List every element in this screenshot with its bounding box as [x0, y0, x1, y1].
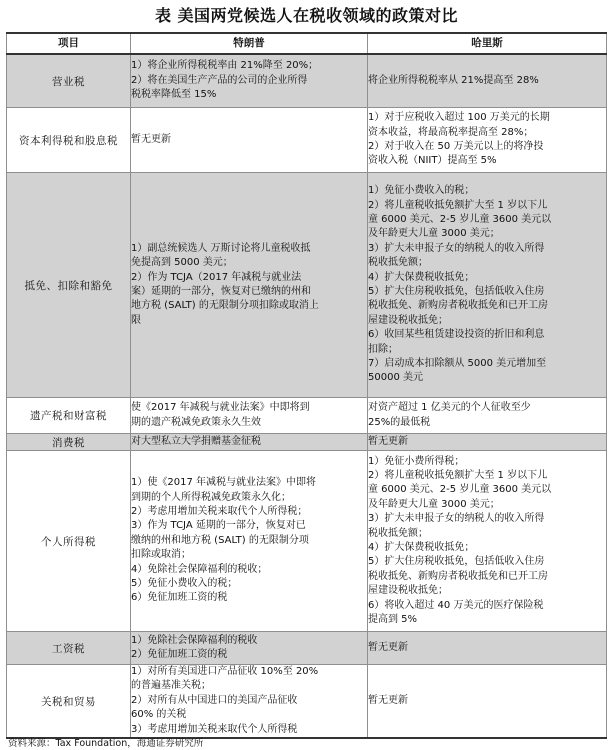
row-category: 遗产税和财富税 — [7, 398, 131, 434]
policy-line: 期的遗产税减免政策永久生效 — [131, 416, 261, 428]
source-note: 资料来源：Tax Foundation，海通证券研究所 — [8, 738, 204, 749]
row-category: 工资税 — [7, 632, 131, 665]
row-category: 资本利得税和股息税 — [7, 108, 131, 173]
table-row — [7, 398, 607, 434]
table-row — [7, 434, 607, 451]
policy-line: 1）免征小费收入的税； — [368, 185, 475, 197]
header-harris: 哈里斯 — [368, 33, 607, 54]
policy-comparison-table — [6, 32, 607, 739]
policy-line: 童 6000 美元、2-5 岁儿童 3600 美元以 — [368, 484, 552, 496]
policy-line: 1）对于应税收入超过 100 万美元的长期 — [368, 112, 550, 124]
harris-policy-cell — [368, 451, 607, 632]
policy-line: 限 — [131, 314, 141, 326]
policy-line: 60% 的关税 — [131, 709, 187, 721]
policy-line: 1）副总统候选人 万斯讨论将儿童税收抵 — [131, 242, 311, 254]
policy-line: 暂无更新 — [368, 641, 408, 653]
policy-line: 使《2017 年减税与就业法案》中即将到 — [131, 402, 310, 414]
policy-line: 税收抵免、新购房者税收抵免和已开工房 — [368, 570, 548, 582]
policy-line: 5）免征小费收入的税； — [131, 578, 238, 590]
policy-line: 5）扩大住房税收抵免，包括低收入住房 — [368, 286, 545, 297]
policy-line: 25%的最低税 — [368, 416, 431, 428]
policy-line: 扣除； — [368, 343, 398, 355]
harris-policy-cell — [368, 665, 607, 739]
trump-policy-cell — [131, 173, 368, 398]
policy-line: 到期的个人所得税减免政策永久化； — [131, 491, 291, 503]
policy-line: 及年龄更大儿童 3000 美元； — [368, 228, 500, 240]
table-row — [7, 632, 607, 665]
policy-line: 资本收益，将最高税率提高至 28%； — [368, 126, 534, 138]
policy-line: 2）免征加班工资的税 — [131, 649, 228, 660]
policy-line: 资收入税（NIIT）提高至 5% — [368, 155, 497, 167]
table-title: 表 美国两党候选人在税收领域的政策对比 — [154, 6, 459, 25]
policy-line: 暂无更新 — [368, 694, 408, 706]
policy-line: 2）对于收入在 50 万美元以上的将净投 — [368, 141, 544, 152]
policy-line: 2）将儿童税收抵免额扩大至 1 岁以下儿 — [368, 199, 548, 211]
harris-policy-cell — [368, 54, 607, 108]
policy-line: 7）启动成本扣除额从 5000 美元增加至 — [368, 358, 547, 370]
row-category: 关税和贸易 — [7, 665, 131, 739]
header-item: 项目 — [7, 33, 131, 54]
policy-line: 税收抵免、新购房者税收抵免和已开工房 — [368, 300, 548, 312]
policy-line: 屋建设税收抵免； — [368, 314, 448, 326]
policy-line: 1）将企业所得税税率由 21%降至 20%； — [131, 60, 319, 72]
policy-line: 童 6000 美元、2-5 岁儿童 3600 美元以 — [368, 213, 552, 225]
policy-line: 将企业所得税税率从 21%提高至 28% — [368, 74, 539, 86]
table-row — [7, 54, 607, 108]
policy-line: 2）对所有从中国进口的美国产品征收 — [131, 694, 298, 706]
table-row — [7, 108, 607, 173]
policy-line: 2）将在美国生产产品的公司的企业所得 — [131, 74, 308, 86]
policy-line: 6）收回某些租赁建设投资的折旧和利息 — [368, 329, 545, 341]
policy-line: 2）将儿童税收抵免额扩大至 1 岁以下儿 — [368, 469, 548, 481]
policy-line: 暂无更新 — [131, 133, 171, 145]
trump-policy-cell — [131, 665, 368, 739]
policy-line: 扣除或取消； — [131, 549, 191, 561]
policy-line: 暂无更新 — [368, 435, 408, 447]
policy-line: 50000 美元 — [368, 372, 423, 384]
trump-policy-cell — [131, 108, 368, 173]
policy-line: 3）扩大未申报子女的纳税人的收入所得 — [368, 513, 545, 525]
policy-line: 地方税 (SALT) 的无限制分项扣除或取消上 — [131, 300, 319, 312]
trump-policy-cell — [131, 451, 368, 632]
policy-line: 4）扩大保费税收抵免； — [368, 271, 475, 283]
policy-line: 3）扩大未申报子女的纳税人的收入所得 — [368, 242, 545, 254]
policy-line: 案）延期的一部分，恢复对已缴纳的州和 — [131, 286, 311, 297]
policy-line: 1）使《2017 年减税与就业法案》中即将 — [131, 477, 316, 489]
policy-line: 5）扩大住房税收抵免，包括低收入住房 — [368, 556, 545, 568]
policy-line: 提高到 5% — [368, 614, 418, 626]
policy-line: 免提高到 5000 美元； — [131, 257, 233, 269]
policy-line: 税税率降低至 15% — [131, 89, 217, 101]
policy-line: 屋建设税收抵免； — [368, 585, 448, 597]
policy-line: 缴纳的州和地方税 (SALT) 的无限制分项 — [131, 534, 309, 546]
harris-policy-cell — [368, 398, 607, 434]
harris-policy-cell — [368, 173, 607, 398]
policy-line: 3）考虑用增加关税来取代个人所得税 — [131, 723, 298, 735]
policy-line: 对资产超过 1 亿美元的个人征收至少 — [368, 402, 531, 414]
trump-policy-cell — [131, 632, 368, 665]
policy-line: 2）考虑用增加关税来取代个人所得税； — [131, 505, 308, 517]
policy-line: 3）作为 TCJA 延期的一部分，恢复对已 — [131, 520, 306, 532]
policy-line: 6）免征加班工资的税 — [131, 592, 228, 604]
table-header-row — [7, 33, 607, 54]
table-row — [7, 451, 607, 632]
policy-line: 6）将收入超过 40 万美元的医疗保险税 — [368, 599, 544, 611]
policy-line: 4）免除社会保障福利的税收； — [131, 563, 268, 575]
policy-line: 税收抵免额； — [368, 257, 428, 269]
policy-line: 税收抵免额； — [368, 527, 428, 539]
header-trump: 特朗普 — [131, 33, 368, 54]
harris-policy-cell — [368, 108, 607, 173]
policy-line: 对大型私立大学捐赠基金征税 — [131, 435, 261, 447]
policy-line: 2）作为 TCJA（2017 年减税与就业法 — [131, 271, 302, 283]
policy-line: 的普遍基准关税； — [131, 680, 211, 692]
trump-policy-cell — [131, 54, 368, 108]
row-category: 抵免、扣除和豁免 — [7, 173, 131, 398]
policy-line: 及年龄更大儿童 3000 美元； — [368, 498, 500, 510]
harris-policy-cell — [368, 632, 607, 665]
row-category: 营业税 — [7, 54, 131, 108]
policy-line: 1）对所有美国进口产品征收 10%至 20% — [131, 666, 319, 677]
policy-line: 1）免除社会保障福利的税收 — [131, 634, 258, 646]
harris-policy-cell — [368, 434, 607, 451]
row-category: 个人所得税 — [7, 451, 131, 632]
trump-policy-cell — [131, 398, 368, 434]
policy-line: 1）免征小费所得税； — [368, 455, 465, 467]
table-row — [7, 173, 607, 398]
policy-line: 4）扩大保费税收抵免； — [368, 542, 475, 553]
trump-policy-cell — [131, 434, 368, 451]
table-row — [7, 665, 607, 739]
row-category: 消费税 — [7, 434, 131, 451]
